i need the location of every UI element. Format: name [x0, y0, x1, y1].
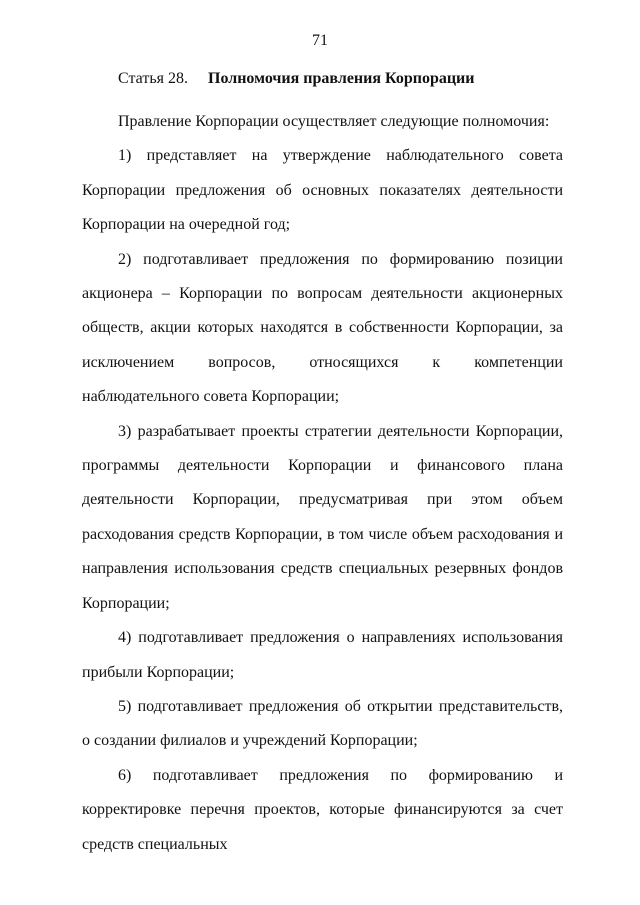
clause-3-paragraph: 3) разрабатывает проекты стратегии деятельности Корпорации, программы деятельности Корпорации и финансового плана деятельности Корпорации, предусматривая при этом объем расходования средств Корпорации, в том числе объем расходования и направления использования средств специальных резервных фондов Корпорации;	[82, 422, 563, 612]
clause-1-paragraph: 1) представляет на утверждение наблюдательного совета Корпорации предложения об основных показателях деятельности Корпорации на очередной год;	[82, 147, 563, 234]
article-body	[82, 105, 563, 862]
clause-6-paragraph: 6) подготавливает предложения по формированию и корректировке перечня проектов, которые финансируются за счет средств специальных	[82, 766, 563, 853]
clause-4-paragraph: 4) подготавливает предложения о направлениях использования прибыли Корпорации;	[82, 629, 563, 681]
clause-5-paragraph: 5) подготавливает предложения об открытии представительств, о создании филиалов и учреждений Корпорации;	[82, 697, 563, 750]
clause-2-paragraph: 2) подготавливает предложения по формированию позиции акционера – Корпорации по вопросам деятельности акционерных обществ, акции которых находятся в собственности Корпорации, за исключением вопросов, относящихся к компетенции наблюдательного совета Корпорации;	[82, 250, 563, 406]
article-title: Полномочия правления Корпорации	[208, 70, 475, 87]
intro-paragraph: Правление Корпорации осуществляет следующие полномочия:	[118, 113, 550, 130]
article-label: Статья 28.	[118, 70, 188, 87]
article-heading	[118, 70, 475, 88]
page-number: 71	[312, 32, 328, 49]
